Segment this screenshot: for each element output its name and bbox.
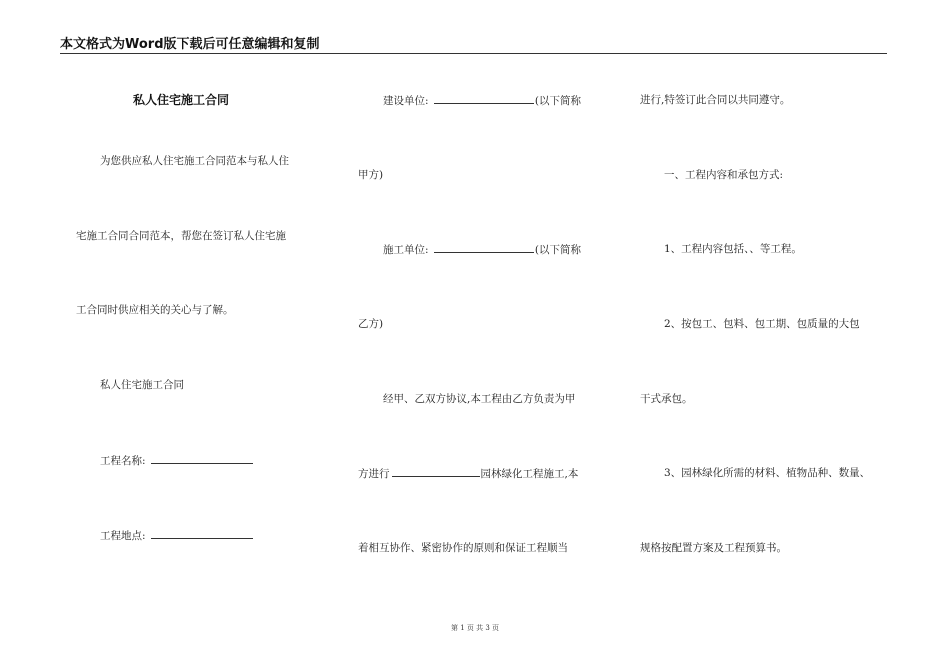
- party-b-field: [383, 242, 581, 257]
- party-a-end: 甲方): [358, 169, 384, 181]
- col3-line-1: 进行,特签订此合同以共同遵守。: [640, 94, 791, 106]
- header-rule: [60, 53, 887, 54]
- party-b-suffix: (以下简称: [534, 244, 581, 256]
- project-site-blank: [151, 528, 253, 539]
- page-number: 第 1 页 共 3 页: [450, 624, 500, 632]
- intro-line-1: 为您供应私人住宅施工合同范本与私人住: [100, 155, 289, 167]
- party-a-field: [383, 93, 581, 108]
- project-name-label: 工程名称:: [100, 455, 146, 467]
- clause-1-heading: 一、工程内容和承包方式:: [664, 169, 784, 181]
- agreement-line-1: 经甲、乙双方协议,本工程由乙方负责为甲: [383, 393, 576, 405]
- clause-1-item-3: 3、园林绿化所需的材料、植物品种、数量、: [664, 467, 871, 479]
- intro-line-2: 宅施工合同合同范本，帮您在签订私人住宅施: [76, 230, 286, 242]
- party-a-blank: [434, 93, 534, 104]
- document-header: 本文格式为Word版下载后可任意编辑和复制: [60, 37, 320, 52]
- party-b-label: 施工单位:: [383, 244, 429, 256]
- clause-1-item-3-cont: 规格按配置方案及工程预算书。: [640, 542, 787, 554]
- intro-line-3: 工合同时供应相关的关心与了解。: [76, 304, 234, 316]
- agreement-line-2: [358, 466, 578, 481]
- party-a-label: 建设单位:: [383, 95, 429, 107]
- clause-1-item-2: 2、按包工、包料、包工期、包质量的大包: [664, 318, 860, 330]
- agreement-line-3: 着相互协作、紧密协作的原则和保证工程顺当: [358, 542, 568, 554]
- party-a-suffix: (以下简称: [534, 95, 581, 107]
- project-type-blank: [392, 466, 480, 477]
- project-name-blank: [151, 453, 253, 464]
- project-site-field: [100, 528, 254, 543]
- clause-1-item-2-cont: 干式承包。: [640, 393, 693, 405]
- project-name-field: [100, 453, 254, 468]
- party-b-end: 乙方): [358, 318, 384, 330]
- clause-1-item-1: 1、工程内容包括、、等工程。: [664, 243, 802, 255]
- project-site-label: 工程地点:: [100, 530, 146, 542]
- section-heading: 私人住宅施工合同: [100, 379, 184, 391]
- party-b-blank: [434, 242, 534, 253]
- agreement-line-2-prefix: 方进行: [358, 468, 390, 480]
- contract-title: 私人住宅施工合同: [133, 93, 230, 107]
- agreement-line-2-suffix: 园林绿化工程施工,本: [480, 468, 579, 480]
